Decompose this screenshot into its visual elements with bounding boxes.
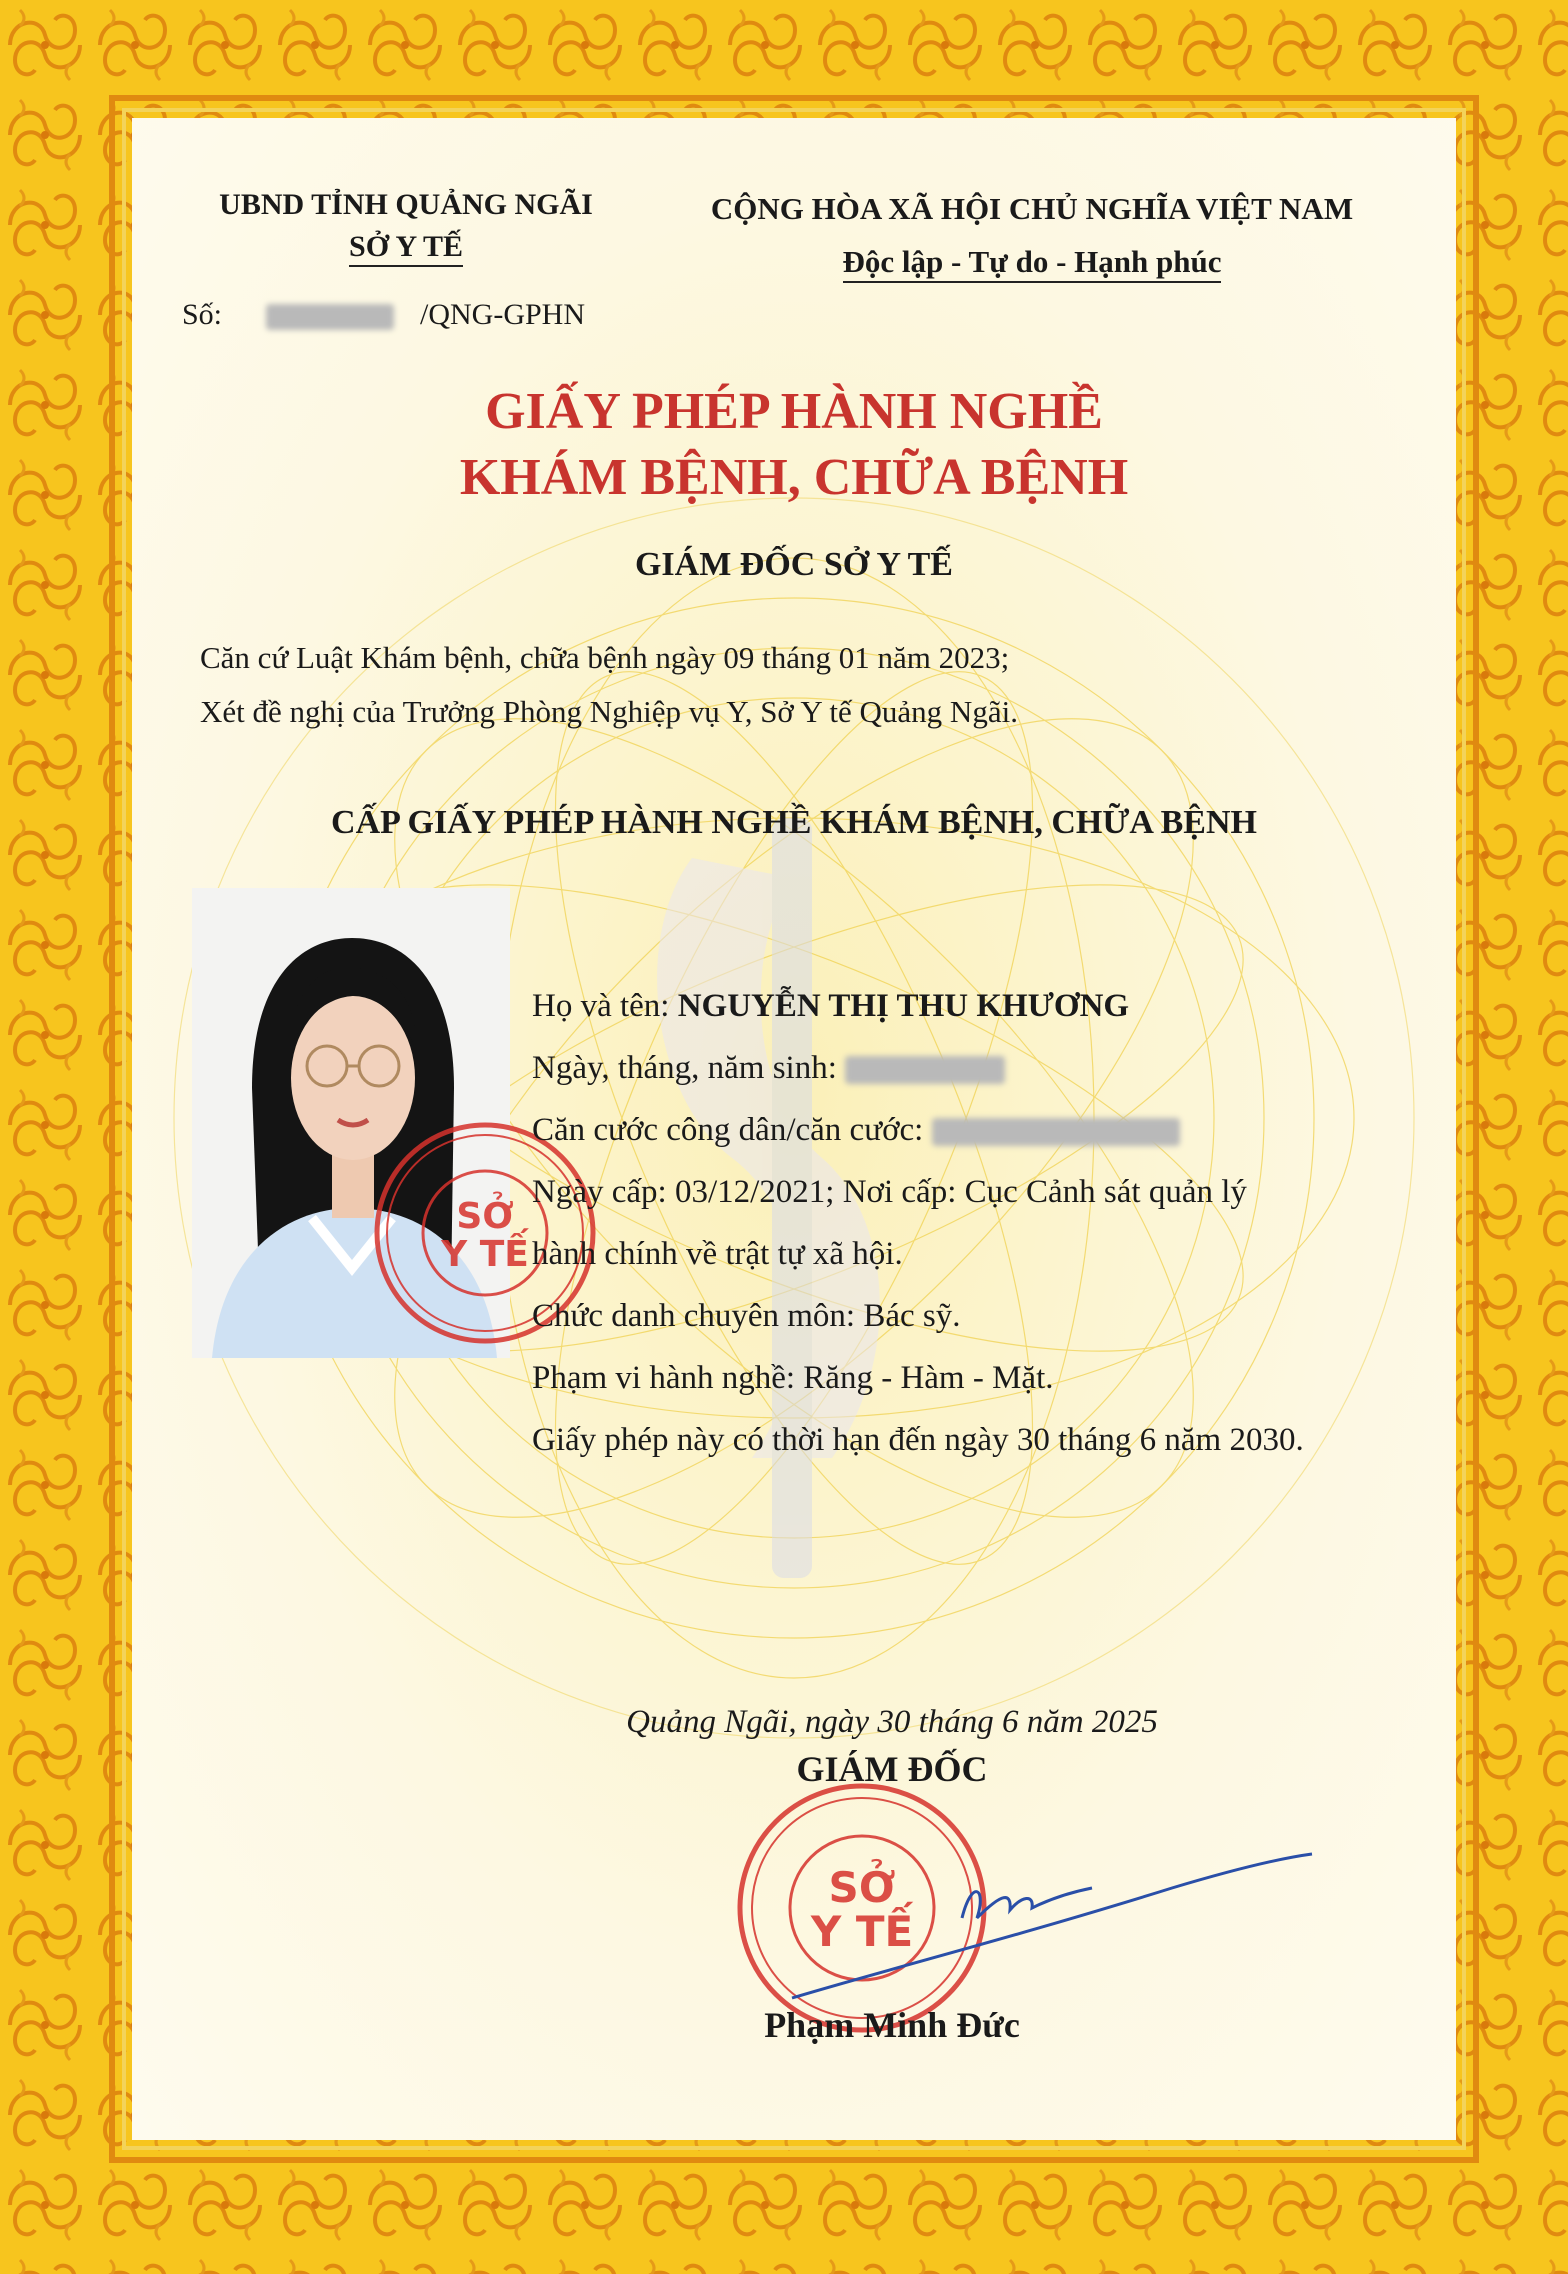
agency-parent: UBND TỈNH QUẢNG NGÃI [219, 188, 593, 221]
id-redacted [932, 1118, 1180, 1146]
name-row [532, 988, 1129, 1025]
svg-text:Y TẾ: Y TẾ [810, 1907, 914, 1956]
doc-number-redacted [266, 304, 394, 330]
basis-line-2: Xét đề nghị của Trưởng Phòng Nghiệp vụ Y, Sở Y tế Quảng Ngãi. [200, 694, 1018, 729]
practice-scope: Phạm vi hành nghề: Răng - Hàm - Mặt. [532, 1360, 1054, 1396]
doc-number-suffix: /QNG-GPHN [420, 298, 585, 331]
authority-heading: GIÁM ĐỐC SỞ Y TẾ [634, 546, 953, 583]
dob-row [532, 1050, 1005, 1087]
basis-line-1: Căn cứ Luật Khám bệnh, chữa bệnh ngày 09 tháng 01 năm 2023; [200, 640, 1010, 675]
svg-text:Y TẾ: Y TẾ [441, 1234, 529, 1275]
national-motto-wrap [652, 244, 1412, 280]
svg-text:SỞ: SỞ [828, 1863, 896, 1912]
title-line1: GIẤY PHÉP HÀNH NGHỀ [485, 383, 1103, 440]
holder-name: NGUYỄN THỊ THU KHƯƠNG [677, 988, 1130, 1024]
signer-name: Phạm Minh Đức [764, 2005, 1020, 2045]
document-body [132, 118, 1456, 2140]
grant-heading: CẤP GIẤY PHÉP HÀNH NGHỀ KHÁM BỆNH, CHỮA BỆNH [331, 804, 1257, 841]
agency-name: SỞ Y TẾ [349, 230, 463, 267]
issue-line-2: hành chính về trật tự xã hội. [532, 1236, 903, 1272]
national-motto: Độc lập - Tự do - Hạnh phúc [843, 244, 1222, 283]
national-title: CỘNG HÒA XÃ HỘI CHỦ NGHĨA VIỆT NAM [710, 191, 1354, 226]
id-row [532, 1112, 1180, 1149]
doc-number-label: Số: [182, 298, 223, 331]
title-line2: KHÁM BỆNH, CHỮA BỆNH [459, 449, 1129, 506]
dob-redacted [845, 1056, 1005, 1084]
dob-label: Ngày, tháng, năm sinh: [532, 1050, 837, 1086]
validity-line: Giấy phép này có thời hạn đến ngày 30 tháng 6 năm 2030. [532, 1422, 1304, 1458]
agency-name-wrap [132, 230, 680, 264]
id-label: Căn cước công dân/căn cước: [532, 1112, 924, 1148]
issue-line-1: Ngày cấp: 03/12/2021; Nơi cấp: Cục Cảnh sát quản lý [532, 1174, 1247, 1210]
name-label: Họ và tên: [532, 988, 670, 1024]
signer-position: GIÁM ĐỐC [796, 1749, 988, 1789]
svg-text:SỞ: SỞ [456, 1196, 514, 1237]
professional-title: Chức danh chuyên môn: Bác sỹ. [532, 1298, 961, 1334]
place-date: Quảng Ngãi, ngày 30 tháng 6 năm 2025 [626, 1704, 1158, 1740]
